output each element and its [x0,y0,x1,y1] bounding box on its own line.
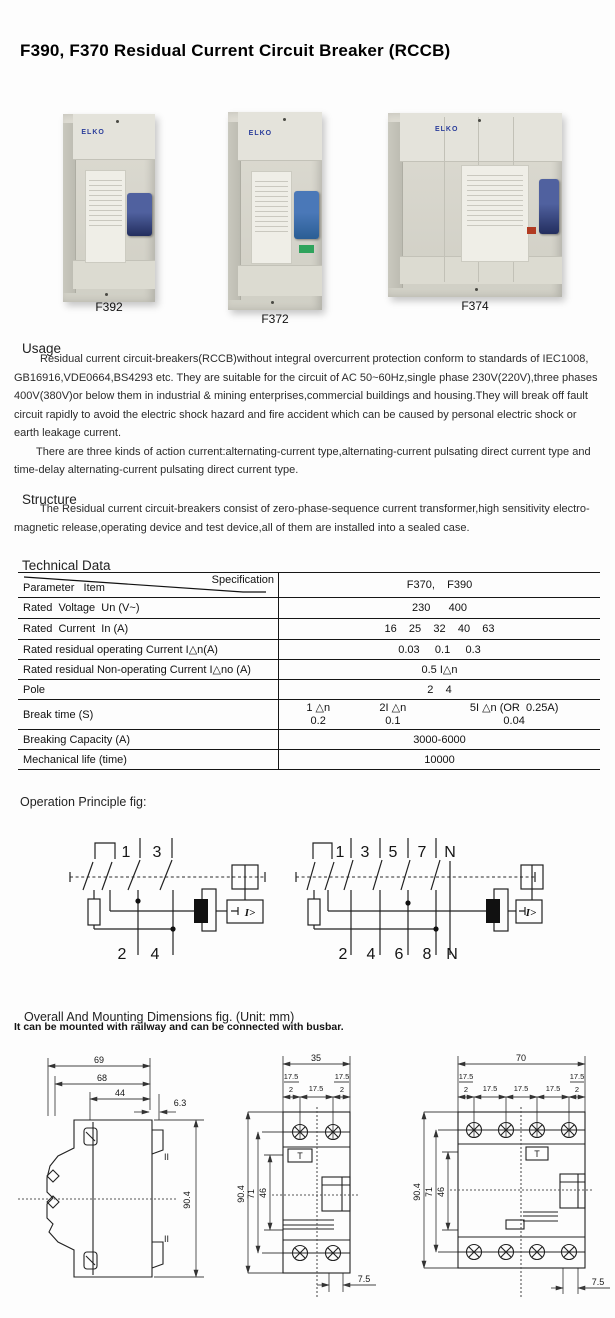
row-label-cell: Rated residual operating Current I△n(A) [18,640,279,660]
pitch-fraction-num: 17.5 [334,1072,350,1081]
dim-label-44: 44 [114,1088,126,1098]
pitch-label: 17.5 [482,1084,498,1093]
junction-dot [135,898,140,903]
terminal-label: N [444,844,456,861]
row-value-cell [279,700,601,730]
page-title: F390, F370 Residual Current Circuit Breaker (RCCB) [20,41,451,61]
row-value-cell: 16 25 32 40 63 [279,619,601,640]
operation-principle-heading: Operation Principle fig: [20,795,147,810]
terminal-label: 4 [366,946,376,963]
usage-paragraph-2: There are three kinds of action current:alternating-current type,alternating-current pulsating direct current type and time-delay alternating-current pulsating direct current type. [14,445,591,476]
usage-text [14,350,603,480]
dim-label-90-4: 90.4 [182,1191,192,1209]
rating-plate [251,171,292,264]
product-photo-f392 [63,114,155,302]
row-value-cell: 0.03 0.1 0.3 [279,640,601,660]
brand-logo: ELKO [248,129,273,137]
row-label-cell: Mechanical life (time) [18,750,279,770]
toggle-handle [294,191,319,239]
bottom-band [238,265,322,296]
breaker-front-outline [450,1107,592,1298]
equal-mark: II [164,1234,170,1244]
param-header-label: Parameter Item [23,582,105,594]
row-value-cell: 230 400 [279,598,601,619]
status-indicator-red [527,227,536,233]
row-label-cell: Rated Voltage Un (V~) [18,598,279,619]
rating-plate [461,165,529,263]
relay-symbol-label: I> [525,907,537,919]
technical-data-heading: Technical Data [22,558,111,574]
pitch-fraction-num: 17.5 [283,1072,299,1081]
table-row-breaking-capacity [18,730,600,750]
brand-logo: ELKO [434,125,459,133]
row-label-cell: Rated residual Non-operating Current I△no (A) [18,660,279,680]
pitch-fraction-den: 2 [288,1085,294,1094]
terminal-label: N [446,946,458,963]
pitch-label: 17.5 [308,1084,324,1093]
dim-label-71: 71 [246,1188,256,1200]
terminal-label: 5 [388,844,398,861]
table-row-residual-non-operating [18,660,600,680]
screw-dot [271,301,274,304]
row-label-cell: Rated Current In (A) [18,619,279,640]
dim-label-7-5: 7.5 [591,1277,605,1287]
terminal-label: 6 [394,946,404,963]
break-time-col-2: 2I △n 0.1 [379,701,407,727]
dim-label-68: 68 [96,1073,108,1083]
row-label-cell: Break time (S) [18,700,279,730]
break-time-col-1: 1 △n 0.2 [306,701,331,727]
dim-label-71: 71 [424,1186,434,1198]
dim-label-35: 35 [310,1053,322,1063]
pitch-fraction-num: 17.5 [458,1072,474,1081]
table-header-row [18,573,600,598]
top-band [73,114,155,160]
terminal-label: 7 [417,844,427,861]
row-label-cell: Breaking Capacity (A) [18,730,279,750]
break-time-col-3: 5I △n (OR 0.25A) 0.04 [469,701,559,727]
equal-mark: II [164,1152,170,1162]
param-spec-cell [18,573,279,598]
rating-plate-text-lines [467,175,523,228]
screw-dot [105,293,108,296]
dim-label-6-3: 6.3 [173,1098,187,1108]
breaker-side-outline [18,1120,176,1277]
dimension-labels [94,1055,192,1244]
structure-text [14,500,603,537]
dimensions-note: It can be mounted with railway and can be connected with busbar. [14,1021,344,1033]
structure-paragraph-1: The Residual current circuit-breakers consist of zero-phase-sequence current transformer,high sensitivity electro-magnetic release,operating device and test device,all of them are installed into a sealed case. [14,503,590,534]
models-cell: F370, F390 [279,573,601,598]
junction-dot [433,926,438,931]
dim-label-46: 46 [258,1187,268,1199]
test-button-label: T [534,1149,540,1159]
junction-dot [170,926,175,931]
dim-label-90-4: 90.4 [236,1185,246,1203]
row-value-cell: 0.5 I△n [279,660,601,680]
operation-diagram-2pole [60,833,282,961]
dim-label-69: 69 [93,1055,105,1065]
technical-data-table [18,572,600,770]
status-indicator-green [299,245,313,253]
terminal-label: 1 [335,844,345,861]
pitch-fraction-den: 2 [463,1085,469,1094]
product-photo-f374 [388,113,562,297]
screw-dot [283,118,286,121]
screw-dot [475,288,478,291]
toggle-handle [127,193,152,236]
dim-label-46: 46 [436,1186,446,1198]
terminal-label: 3 [360,844,370,861]
pitch-label: 17.5 [545,1084,561,1093]
terminal-label: 2 [117,946,127,963]
row-value-cell: 10000 [279,750,601,770]
dim-label-90-4: 90.4 [412,1183,422,1201]
circuit-wiring [70,838,265,955]
terminal-label: 8 [422,946,432,963]
product-label-f392: F392 [95,300,123,314]
dimension-drawing-front-4pole [414,1052,615,1304]
junction-dot [405,900,410,905]
product-label-f372: F372 [261,312,289,326]
terminal-label: 1 [121,844,131,861]
row-value-cell: 2 4 [279,680,601,700]
test-button-label: T [297,1151,303,1161]
pitch-fraction-den: 2 [339,1085,345,1094]
ct-core [486,899,500,923]
table-row-voltage [18,598,600,619]
rating-plate-text-lines [255,181,288,231]
dim-label-70: 70 [515,1053,527,1063]
terminal-label: 4 [150,946,160,963]
dim-label-7-5: 7.5 [357,1274,371,1284]
usage-heading: Usage [22,341,62,357]
operation-diagram-4pole [288,833,546,961]
dimension-lines [48,1058,204,1277]
table-row-mechanical-life [18,750,600,770]
table-row-pole [18,680,600,700]
relay-symbol-label: I> [244,907,256,919]
toggle-handle [539,179,560,234]
terminal-label: 3 [152,844,162,861]
ct-core [194,899,208,923]
table-row-residual-operating [18,640,600,660]
table-row-current [18,619,600,640]
structure-heading: Structure [22,492,77,508]
bottom-band [73,260,155,289]
pitch-fraction-den: 2 [574,1085,580,1094]
dimensions-heading: Overall And Mounting Dimensions fig. (Unit: mm) [24,1010,295,1025]
rating-plate-text-lines [89,180,121,230]
product-photo-f372 [228,112,322,310]
breaker-front-outline [272,1107,360,1298]
row-label-cell: Pole [18,680,279,700]
break-time-columns [284,702,595,728]
table-row-break-time [18,700,600,730]
spec-header-label: Specification [211,574,274,586]
dimension-drawing-side-view [14,1052,226,1302]
product-label-f374: F374 [461,299,489,313]
row-value-cell: 3000-6000 [279,730,601,750]
top-band [400,113,562,162]
module-seam [444,117,445,283]
pitch-label: 17.5 [513,1084,529,1093]
rating-plate [85,170,126,262]
terminal-label: 2 [338,946,348,963]
usage-paragraph-1: Residual current circuit-breakers(RCCB)without integral overcurrent protection conform to standards of IEC1008, GB16916,VDE0664,BS4293 etc. They are suitable for the circuit of AC 50~60Hz,single phase 230V(220V),three phases 400V(380V)or below them in industrial & mining enterprises,commercial buildings and housing.They will break off fault circuit rapidly to avoid the electric shock hazard and fire accident which can be caused by personal electric shock or earth leakage current. [14,353,598,439]
dimension-drawing-front-2pole [234,1052,410,1304]
pitch-fraction-num: 17.5 [569,1072,585,1081]
brand-logo: ELKO [81,129,105,137]
